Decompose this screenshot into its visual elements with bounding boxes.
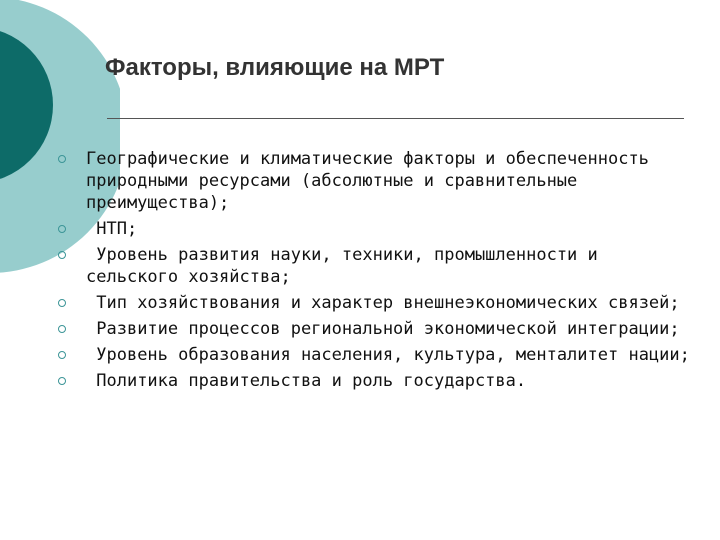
slide-title: Факторы, влияющие на МРТ	[105, 54, 445, 81]
hollow-circle-bullet-icon	[58, 251, 66, 259]
list-item	[58, 218, 698, 240]
hollow-circle-bullet-icon	[58, 377, 66, 385]
list-item	[58, 292, 698, 314]
bullet-text: Тип хозяйствования и характер внешнеэкономических связей;	[86, 293, 680, 313]
list-item	[58, 148, 698, 214]
hollow-circle-bullet-icon	[58, 351, 66, 359]
bullet-text: НТП;	[86, 219, 138, 239]
title-divider	[107, 118, 684, 119]
list-item	[58, 370, 698, 392]
hollow-circle-bullet-icon	[58, 155, 66, 163]
bullet-text: Политика правительства и роль государства.	[86, 371, 527, 391]
hollow-circle-bullet-icon	[58, 325, 66, 333]
bullet-text: Географические и климатические факторы и обеспеченность природными ресурсами (абсолютные и сравнительные преимущества);	[86, 149, 660, 213]
bullet-text: Развитие процессов региональной экономической интеграции;	[86, 319, 680, 339]
hollow-circle-bullet-icon	[58, 299, 66, 307]
hollow-circle-bullet-icon	[58, 225, 66, 233]
list-item	[58, 344, 698, 366]
list-item	[58, 318, 698, 340]
bullet-text: Уровень развития науки, техники, промышленности и сельского хозяйства;	[86, 245, 609, 287]
bullet-text: Уровень образования населения, культура, менталитет нации;	[86, 345, 690, 365]
list-item	[58, 244, 698, 288]
bullet-list	[58, 148, 698, 396]
